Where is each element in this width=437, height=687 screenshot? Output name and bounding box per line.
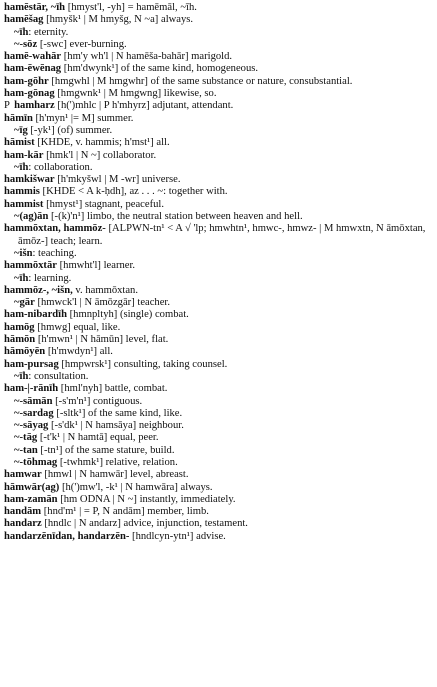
entry-headword: hāmōn xyxy=(4,334,36,346)
entry-definition: [-swc] ever-burning. xyxy=(37,38,127,50)
entry-headword: ham-nibardīh xyxy=(4,309,67,321)
entry-definition: [h'mkyšwl | M -wr] universe. xyxy=(54,174,181,186)
entry-definition: [hmwl | N hamwār] level, abreast. xyxy=(41,469,189,481)
entry-headword: hāmīn xyxy=(4,112,33,124)
dictionary-entry xyxy=(4,199,433,211)
entry-headword: ~(ag)ān xyxy=(14,211,49,223)
entry-headword: ~-tan xyxy=(14,444,38,456)
entry-definition: : eternity. xyxy=(28,26,69,38)
entry-definition: [KHDE < A k-ḥdh], az . . . ~: together with. xyxy=(39,186,228,198)
dictionary-entry xyxy=(4,137,433,149)
dictionary-entry xyxy=(4,150,433,162)
entry-definition: [hmk'l | N ~] collaborator. xyxy=(43,149,157,161)
dictionary-entry xyxy=(4,285,433,297)
entry-definition: [hm'y wh'l | N hamēša-bahār] marigold. xyxy=(61,51,233,63)
entry-headword: ~-tōhmag xyxy=(14,456,58,468)
entry-definition: [hmgwnk¹ | M hmgwng] likewise, so. xyxy=(54,88,217,100)
entry-definition: [hmyst'l, -yh] = hamēmāl, ~īh. xyxy=(65,2,197,13)
dictionary-entry xyxy=(4,162,433,174)
entry-headword: ham-gōnag xyxy=(4,88,55,100)
entry-headword: hamōg xyxy=(4,321,35,333)
entry-definition: [hmyst¹] stagnant, peaceful. xyxy=(43,198,164,210)
dictionary-entry xyxy=(4,359,433,371)
dictionary-entry xyxy=(4,211,433,223)
dictionary-entry xyxy=(4,531,433,543)
entry-headword: hammōxtār xyxy=(4,260,57,272)
entry-headword: hāmwār(ag) xyxy=(4,481,60,493)
dictionary-entry xyxy=(4,88,433,100)
dictionary-entry xyxy=(4,186,433,198)
entry-headword: ~-sardag xyxy=(14,407,54,419)
dictionary-entry xyxy=(4,27,433,39)
dictionary-entry xyxy=(4,2,433,14)
dictionary-entry xyxy=(4,396,433,408)
dictionary-entry xyxy=(4,51,433,63)
dictionary-entry xyxy=(4,76,433,88)
entry-headword: hammōz-, ~išn, xyxy=(4,284,73,296)
entry-definition: [-t'k¹ | N hamtā] equal, peer. xyxy=(37,432,159,444)
entry-headword: hamēšag xyxy=(4,14,44,26)
dictionary-entry xyxy=(4,322,433,334)
dictionary-entry xyxy=(4,297,433,309)
entry-headword: ~īh xyxy=(14,272,29,284)
entry-definition: : teaching. xyxy=(32,247,77,259)
dictionary-entry xyxy=(4,273,433,285)
entry-headword: hammōxtan, hammōz- xyxy=(4,223,106,235)
dictionary-entry xyxy=(4,383,433,395)
entry-headword: ham-ēwēnag xyxy=(4,63,62,75)
entry-definition: : learning. xyxy=(28,272,72,284)
entry-headword: ~īh xyxy=(14,161,29,173)
dictionary-entry xyxy=(4,518,433,530)
entry-headword: ~-tāg xyxy=(14,432,38,444)
dictionary-entry xyxy=(4,432,433,444)
dictionary-entry xyxy=(4,469,433,481)
dictionary-entry xyxy=(4,174,433,186)
dictionary-entry xyxy=(4,100,433,112)
entry-definition: v. hammōxtan. xyxy=(72,284,138,296)
entry-headword: ham-zamān xyxy=(4,493,58,505)
entry-definition: [-s'dk¹ | N hamsāya] neighbour. xyxy=(48,420,184,432)
entry-headword: hamē-wahār xyxy=(4,51,62,63)
entry-headword: hamkišwar xyxy=(4,174,55,186)
entry-definition: [ALPWN-tn¹ < A √ 'lp; hmwhtn¹, hmwc-, hmwz- | M hmwxtn, N āmōxtan, āmōz-] teach; learn. xyxy=(18,223,426,247)
entry-headword: ham-gōhr xyxy=(4,75,49,87)
entry-headword: ~-sōz xyxy=(14,38,38,50)
dictionary-entry xyxy=(4,334,433,346)
entry-headword: hamharz xyxy=(14,100,55,112)
entry-definition: [-(k)'n¹] limbo, the neutral station between heaven and hell. xyxy=(48,211,303,223)
entry-definition: [h(')mhlc | P h'mhyrz] adjutant, attendant. xyxy=(54,100,234,112)
entry-definition: [-twhmk¹] relative, relation. xyxy=(57,456,178,468)
entry-definition: [hmwg] equal, like. xyxy=(34,321,121,333)
dictionary-entry xyxy=(4,113,433,125)
dictionary-entry xyxy=(4,260,433,272)
entry-headword: hamēstār, ~īh xyxy=(4,2,66,13)
entry-headword: ham-|-rānīh xyxy=(4,383,59,395)
entry-definition: [hmwht'l] learner. xyxy=(56,260,136,272)
entry-definition: [hm'dwynk¹] of the same kind, homogeneous. xyxy=(61,63,259,75)
dictionary-entry xyxy=(4,309,433,321)
entry-headword: ~-sāmān xyxy=(14,395,53,407)
entry-definition: [hml'nyh] battle, combat. xyxy=(58,383,168,395)
entry-headword: ham-pursag xyxy=(4,358,59,370)
entry-definition: [h(')mw'l, -k¹ | N hamwāra] always. xyxy=(59,481,213,493)
entry-headword: ~-sāyag xyxy=(14,420,49,432)
entry-headword: ~gār xyxy=(14,297,35,309)
entry-definition: [hmwck'l | N āmōzgār] teacher. xyxy=(34,297,171,309)
entry-definition: [hmgwhl | M hmgwhr] of the same substance or nature, consubstantial. xyxy=(48,75,353,87)
entry-definition: [hnd'm¹ | = P, N andām] member, limb. xyxy=(41,506,209,518)
entry-headword: handarz xyxy=(4,518,42,530)
entry-definition: [hmyšk¹ | M hmyšg, N ~a] always. xyxy=(43,14,194,26)
entry-definition: [hmpwrsk¹] consulting, taking counsel. xyxy=(58,358,228,370)
entry-definition: [-sltk¹] of the same kind, like. xyxy=(53,407,183,419)
entry-definition: [hm ODNA | N ~] instantly, immediately. xyxy=(57,493,236,505)
entry-headword: ham-kār xyxy=(4,149,44,161)
entry-language-marker: P xyxy=(4,100,13,112)
entry-headword: ~īh xyxy=(14,26,29,38)
dictionary-entry xyxy=(4,371,433,383)
entry-definition: [hmnpltyh] (single) combat. xyxy=(67,309,189,321)
dictionary-entry xyxy=(4,445,433,457)
entry-headword: ~īh xyxy=(14,370,29,382)
entry-definition: [hndlcyn-ytn¹] advise. xyxy=(129,530,226,542)
entry-definition: [hndlc | N andarz] advice, injunction, testament. xyxy=(41,518,248,530)
entry-definition: [h'mwdyn¹] all. xyxy=(45,346,113,358)
dictionary-entry xyxy=(4,223,433,248)
entry-definition: [-tn¹] of the same stature, build. xyxy=(37,444,175,456)
dictionary-entry xyxy=(4,420,433,432)
dictionary-entry xyxy=(4,482,433,494)
dictionary-entry xyxy=(4,14,433,26)
entry-definition: : collaboration. xyxy=(28,161,93,173)
dictionary-entry xyxy=(4,506,433,518)
dictionary-entry xyxy=(4,494,433,506)
dictionary-entry xyxy=(4,457,433,469)
entry-definition: [KHDE, v. hammis; h'mst¹] all. xyxy=(34,137,170,149)
dictionary-entry xyxy=(4,39,433,51)
entry-definition: [h'mwn¹ | N hāmūn] level, flat. xyxy=(35,334,169,346)
dictionary-entry xyxy=(4,248,433,260)
entry-headword: hammis xyxy=(4,186,40,198)
entry-headword: hāmist xyxy=(4,137,35,149)
dictionary-entry xyxy=(4,125,433,137)
entry-headword: ~išn xyxy=(14,247,33,259)
entry-headword: handarzēnīdan, handarzēn- xyxy=(4,530,130,542)
entry-definition: [-s'm'n¹] contiguous. xyxy=(52,395,143,407)
entry-definition: [h'myn¹ |= M] summer. xyxy=(32,112,134,124)
entry-definition: [-yk¹] (of) summer. xyxy=(27,124,113,136)
dictionary-entry xyxy=(4,346,433,358)
dictionary-entry xyxy=(4,408,433,420)
entry-headword: handām xyxy=(4,506,42,518)
entry-headword: hammist xyxy=(4,198,44,210)
entry-headword: hāmōyēn xyxy=(4,346,46,358)
dictionary-entry xyxy=(4,63,433,75)
entry-headword: hamwar xyxy=(4,469,42,481)
entry-definition: : consultation. xyxy=(28,370,89,382)
entry-headword: ~īg xyxy=(14,124,28,136)
